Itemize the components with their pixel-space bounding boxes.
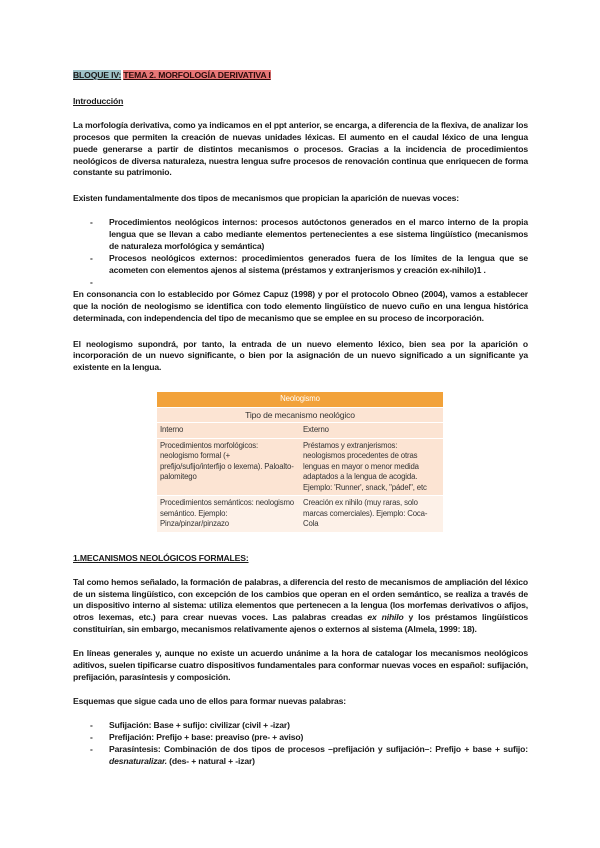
list-item: - Procesos neológicos externos: procedimientos generados fuera de los límites de la lengua que se acometen con elementos ajenos al sistema (préstamos y extranjerismos y creación ex-nihilo)1 . (73, 253, 528, 277)
text: y los préstamos lingüísticos constituirían, sin embargo, mecanismos relativamente ajenos o externos al sistema (Almela, 1999: 18). (73, 612, 529, 635)
table-row (157, 496, 443, 533)
types-list (73, 217, 528, 277)
neologism-table (157, 392, 443, 533)
intro-paragraph: La morfología derivativa, como ya indicamos en el ppt anterior, se encarga, a diferencia de la flexiva, de analizar los procesos que permiten la creación de nuevas unidades léxicas. El aumento en el caudal léxico de una lengua puede generarse a partir de distintos mecanismos o procesos. Gracias a la incidencia de procedimientos neológicos de diversa naturaleza, nuestra lengua sufre procesos de renovación continua que enriquecen de forma constante su patrimonio. (73, 119, 528, 178)
text: Tal como hemos señalado, la formación de palabras, a diferencia del resto de mecanismos de ampliación del léxico de un sistema lingüístico, con excepción de los cambios que operan en el orden semántico, se realiza a través de un dispositivo interno al sistema: utiliza elementos que pertenecen a la lengua (los morfemas derivativos o afijos, otros lexemas, etc.) para crear nuevas voces. Las palabras creadas (73, 576, 528, 623)
table-cell: Préstamos y extranjerismos: neologismos procedentes de otras lenguas en mayor o menor medida adaptados a la lengua de acogida. Ejemplo: 'Runner', snack, "pádel", etc (300, 438, 443, 496)
empty-bullet: - (90, 276, 93, 287)
italic-text: ex nihilo (367, 612, 404, 623)
document-title (73, 70, 528, 82)
text: Parasíntesis: Combinación de dos tipos de procesos –prefijación y sufijación–: Prefijo + base + sufijo: (109, 743, 528, 754)
section-heading: 1.MECANISMOS NEOLÓGICOS FORMALES: (73, 552, 249, 563)
list-item: - Prefijación: Prefijo + base: preaviso (pre- + aviso) (73, 732, 528, 744)
table-subheader: Tipo de mecanismo neológico (157, 407, 443, 423)
list-item (73, 744, 528, 768)
column-header: Interno (157, 423, 300, 439)
consonancia-paragraph: En consonancia con lo establecido por Gómez Capuz (1998) y por el protocolo Obneo (2004), vamos a establecer que la noción de neologismo se identifica con todo elemento lingüístico de nuevo cuño en una lengua histórica determinada, con independencia del tipo de mecanismo que se emplee en su proceso de incorporación. (73, 288, 528, 323)
document-page (73, 70, 528, 767)
table-cell: Creación ex nihilo (muy raras, solo marcas comerciales). Ejemplo: Coca-Cola (300, 496, 443, 533)
section-paragraph: En líneas generales y, aunque no existe un acuerdo unánime a la hora de catalogar los mecanismos neológicos aditivos, suelen tipificarse cuatro dispositivos fundamentales para conformar nuevas voces en español: sufijación, prefijación, parasíntesis y composición. (73, 648, 528, 682)
table-header: Neologismo (157, 392, 443, 407)
schemes-list (73, 720, 528, 768)
table-cell: Procedimientos morfológicos: neologismo formal (+ prefijo/sufijo/interfijo o lexema). Paloalto-palomitego (157, 438, 300, 496)
table-row (157, 438, 443, 496)
section-paragraph (73, 577, 528, 637)
intro-heading: Introducción (73, 95, 124, 106)
table-cell: Procedimientos semánticos: neologismo semántico. Ejemplo: Pinza/pinzar/pinzazo (157, 496, 300, 533)
types-intro: Existen fundamentalmente dos tipos de mecanismos que propician la aparición de nuevas voces: (73, 193, 459, 204)
column-header: Externo (300, 423, 443, 439)
list-item: - Procedimientos neológicos internos: procesos autóctonos generados en el marco interno de la propia lengua que se llevan a cabo mediante elementos pertenecientes a ese sistema lingüístico (mecanismos de naturaleza morfológica y semántica) (73, 217, 528, 253)
text: (des- + natural + -izar) (166, 755, 255, 766)
italic-text: desnaturalizar. (109, 755, 167, 766)
block-label: BLOQUE IV: (73, 70, 122, 80)
list-item: - Sufijación: Base + sufijo: civilizar (civil + -izar) (73, 720, 528, 732)
neologismo-paragraph: El neologismo supondrá, por tanto, la entrada de un nuevo elemento léxico, bien sea por la aparición o incorporación de un nuevo significante, o bien por la asignación de un nuevo significado a un significante ya existente en la lengua. (73, 338, 528, 373)
table-row (157, 423, 443, 439)
topic-label: TEMA 2. MORFOLOGÍA DERIVATIVA I (123, 70, 271, 80)
schemes-intro: Esquemas que sigue cada uno de ellos para formar nuevas palabras: (73, 695, 346, 706)
